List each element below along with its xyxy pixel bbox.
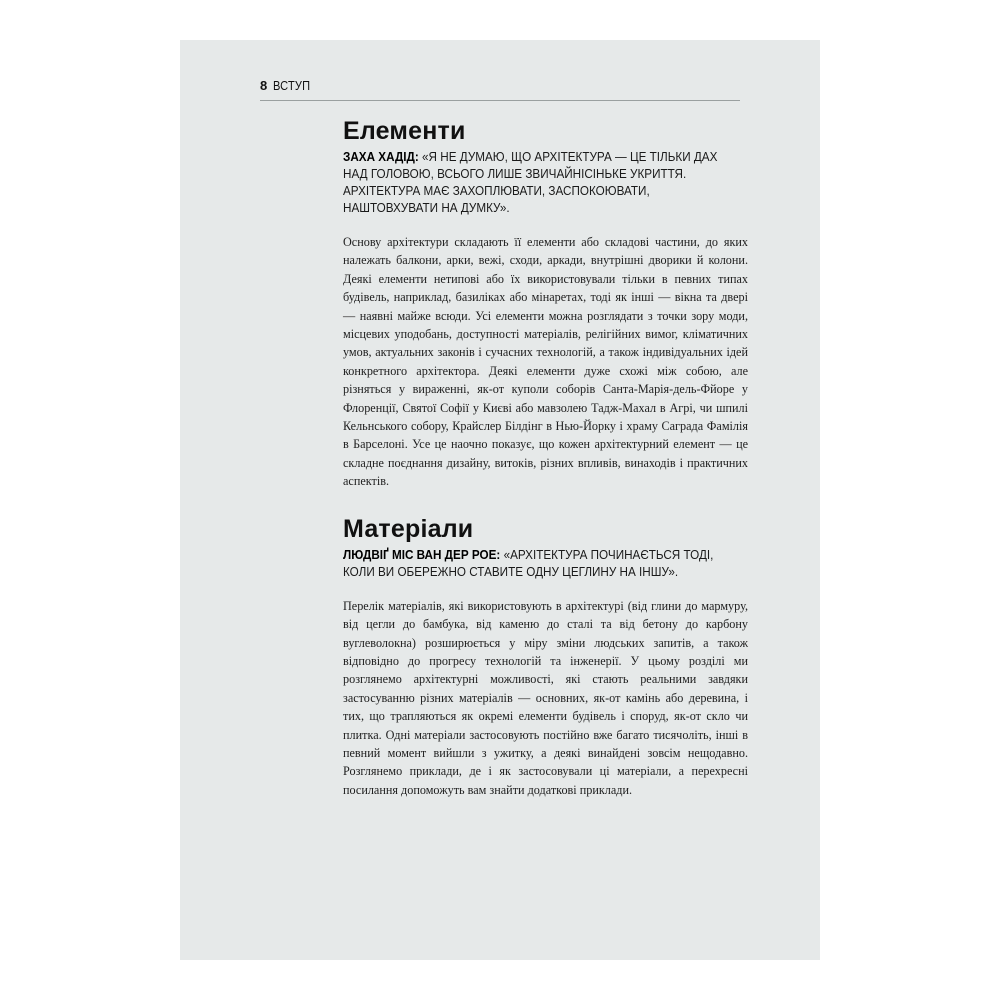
section-heading: Матеріали <box>343 514 474 543</box>
page-content <box>343 116 748 799</box>
quote-text: «АРХІТЕКТУРА ПОЧИНАЄТЬСЯ ТОДІ, КОЛИ ВИ ОБЕРЕЖНО СТАВИТЕ ОДНУ ЦЕГЛИНУ НА ІНШУ». <box>343 546 714 579</box>
body-paragraph: Основу архітектури складають її елементи або складові частини, до яких належать балкони, арки, вежі, сходи, аркади, внутрішні дворики й колони. Деякі елементи нетипові або їх використовували тільки в певних типах будівель, наприклад, базиліках або мінаретах, тоді як інші — вікна та двері — наявні майже всюди. Усі елементи можна розглядати з точки зору моди, місцевих уподобань, доступності матеріалів, релігійних вимог, кліматичних умов, актуальних законів і сучасних технологій, а також індивідуальних ідей конкретного архітектора. Деякі елементи дуже схожі між собою, але різняться у вираженні, як-от куполи соборів Санта-Марія-дель-Фйоре у Флоренції, Святої Софії у Києві або мавзолею Тадж-Махал в Агрі, чи шпилі Кельнського собору, Крайслер Білдінг в Нью-Йорку і храму Саграда Фамілія в Барселоні. Усе це наочно показує, що кожен архітектурний елемент — це складне поєднання дизайну, витоків, різних впливів, винаходів і практичних аспектів. <box>343 235 748 489</box>
section-heading: Елементи <box>343 117 466 145</box>
quote-author: ЛЮДВІҐ МІС ВАН ДЕР РОЕ: <box>343 546 501 562</box>
section-title: ВСТУП <box>273 78 311 93</box>
section-materials <box>343 514 748 799</box>
quote-author: ЗАХА ХАДІД: <box>343 149 419 164</box>
book-page <box>180 40 820 960</box>
page-number: 8 <box>260 78 268 93</box>
epigraph-quote <box>343 148 744 216</box>
running-header <box>260 78 740 101</box>
body-paragraph: Перелік матеріалів, які використовують в архітектурі (від глини до мармуру, від цегли до бамбука, від каменю до сталі та від бетону до карбону вуглеволокна) розширюється у міру зміни людських запитів, а також відповідно до прогресу технологій та інженерії. У цьому розділі ми розглянемо архітектурні можливості, які стають реальними завдяки застосуванню різних матеріалів — основних, як-от камінь або деревина, і тих, що трапляються як окремі елементи будівель і споруд, як-от скло чи плитка. Одні матеріали застосовують постійно вже багато тисячоліть, інші в певний момент вийшли з ужитку, а деякі винайдені зовсім нещодавно. Розглянемо приклади, де і як застосовували ці матеріали, а перехресні посилання допоможуть вам знайти додаткові приклади. <box>343 598 748 797</box>
epigraph-quote <box>343 546 744 580</box>
section-elements <box>343 116 748 491</box>
quote-text: «Я НЕ ДУМАЮ, ЩО АРХІТЕКТУРА — ЦЕ ТІЛЬКИ ДАХ НАД ГОЛОВОЮ, ВСЬОГО ЛИШЕ ЗВИЧАЙНІСІНЬКЕ УКРИТТЯ. АРХІТЕКТУРА МАЄ ЗАХОПЛЮВАТИ, ЗАСПОКОЮВАТИ, НАШТОВХУВАТИ НА ДУМКУ». <box>343 149 718 215</box>
